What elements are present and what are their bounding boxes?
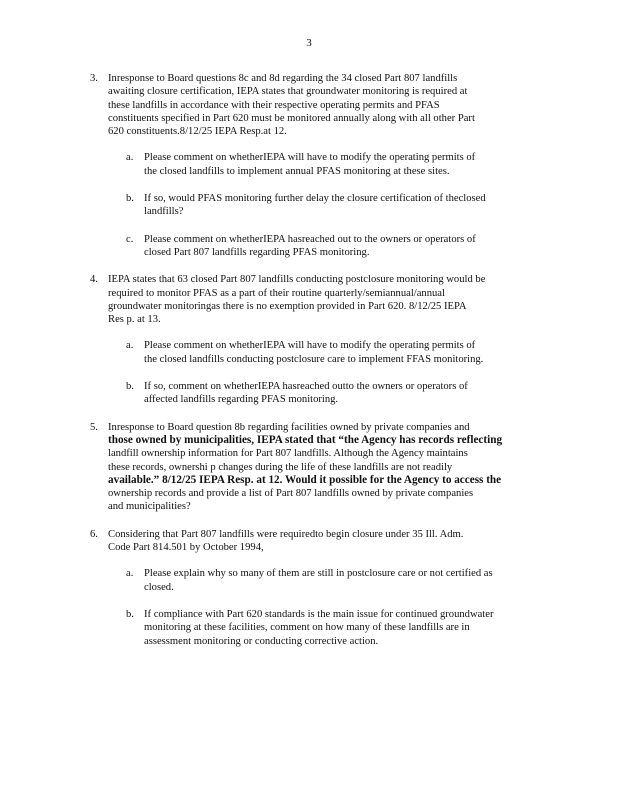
sub-text: Please comment on whetherIEPA hasreached out to the owners or operators of closed Part 807 landfills regarding PFAS monitoring. [144, 233, 476, 258]
sub-questions [108, 151, 538, 259]
sub-letter: c. [126, 233, 134, 245]
question-item-5 [90, 421, 538, 514]
sub-questions [108, 567, 538, 647]
question-item-4 [90, 273, 538, 406]
sub-text: If so, would PFAS monitoring further delay the closure certification of theclosed landfills? [144, 193, 486, 218]
item-text-bold-part: available.” 8/12/25 IEPA Resp. at 12. Would it possible for the Agency to access the [108, 473, 502, 486]
item-text: IEPA states that 63 closed Part 807 landfills conducting postclosure monitoring would be required to monitor PFAS as a part of their routine quarterly/semiannual/annual groundwater monitoringas there is no exemption provided in Part 620. 8/12/25 IEPA Res p. at 13. [108, 274, 486, 326]
sub-letter: a. [126, 340, 134, 352]
item-number: 6. [90, 528, 98, 540]
item-text-part: landfill ownership information for Part 807 landfills. Although the Agency maintains these records, ownershi p changes during the life of these landfills are not readily [108, 448, 468, 473]
item-number: 4. [90, 274, 98, 286]
sub-question-b [126, 192, 538, 219]
sub-letter: b. [126, 608, 134, 620]
sub-questions [108, 339, 538, 406]
sub-letter: a. [126, 568, 134, 580]
page-number: 3 [306, 37, 312, 49]
sub-text: Please comment on whetherIEPA will have to modify the operating permits of the closed landfills to implement annual PFAS monitoring at these sites. [144, 152, 476, 177]
sub-question-a [126, 151, 538, 178]
item-text: Considering that Part 807 landfills were requiredto begin closure under 35 Ill. Adm. Code Part 814.501 by October 1994, [108, 528, 464, 554]
sub-text: Please comment on whetherIEPA will have to modify the operating permits of the closed landfills conducting postclosure care to implement FFAS monitoring. [144, 340, 484, 365]
sub-question-b [126, 608, 538, 648]
sub-question-b [126, 380, 538, 407]
question-item-3 [90, 72, 538, 259]
sub-question-a [126, 567, 538, 594]
question-item-6 [90, 528, 538, 648]
sub-letter: b. [126, 381, 134, 393]
item-text-bold-part: those owned by municipalities, IEPA stated that “the Agency has records reflecting [108, 433, 503, 446]
sub-letter: a. [126, 152, 134, 164]
sub-question-c [126, 233, 538, 260]
sub-text: If so, comment on whetherIEPA hasreached outto the owners or operators of affected landfills regarding PFAS monitoring. [144, 381, 468, 406]
item-number: 5. [90, 421, 98, 433]
item-text [108, 421, 538, 514]
sub-letter: b. [126, 193, 134, 205]
item-text: Inresponse to Board questions 8c and 8d regarding the 34 closed Part 807 landfills awaiting closure certification, IEPA states that groundwater monitoring is required at these landfills in accordance with their respective operating permits and PFAS constituents specified in Part 620 must be monitored annually along with all other Part 620 constituents.8/12/25 IEPA Resp.at 12. [108, 73, 475, 138]
document-body [0, 72, 618, 662]
item-text-part: ownership records and provide a list of Part 807 landfills owned by private companies and municipalities? [108, 488, 474, 513]
item-number: 3. [90, 73, 98, 84]
sub-question-a [126, 339, 538, 366]
sub-text: If compliance with Part 620 standards is the main issue for continued groundwater monitoring at these facilities, comment on how many of these landfills are in assessment monitoring or conducting corrective action. [144, 608, 494, 647]
item-text-part: Inresponse to Board question 8b regarding facilities owned by private companies and [108, 421, 470, 433]
sub-text: Please explain why so many of them are still in postclosure care or not certified as closed. [144, 568, 493, 593]
